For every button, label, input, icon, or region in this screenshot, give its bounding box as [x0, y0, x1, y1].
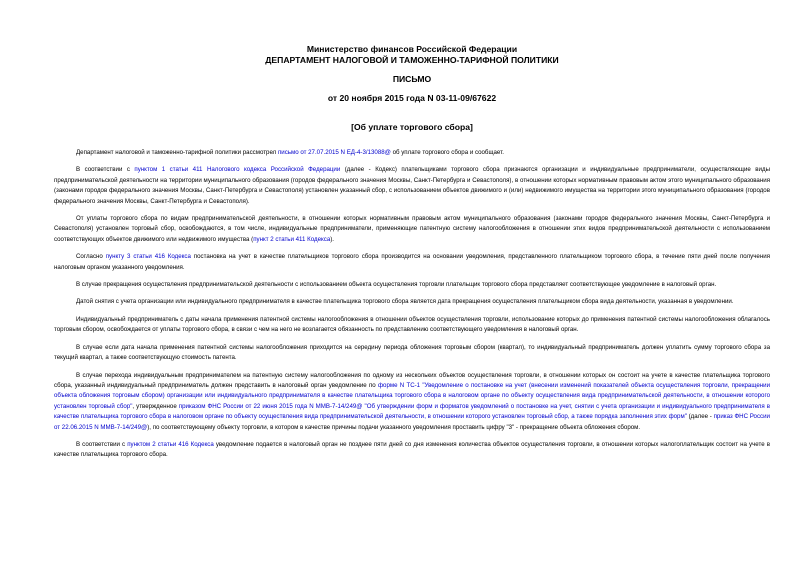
department-name: ДЕПАРТАМЕНТ НАЛОГОВОЙ И ТАМОЖЕННО-ТАРИФНОЙ ПОЛИТИКИ — [265, 54, 559, 65]
p9-text-d: ), по соответствующему объекту торговли, в котором в качестве причины подачи указанного уведомления проставить цифру "3" - прекращение объекта обложения сбором. — [147, 423, 641, 431]
paragraph-8: В случае если дата начала применения патентной системы налогообложения приходится на середину периода обложения торговым сбором (квартал), то индивидуальный предприниматель должен уплатить сумму торгового сбора за текущий квартал, а также соответствующую стоимость патента. — [54, 343, 770, 362]
p1-text-b: об уплате торгового сбора и сообщает. — [390, 149, 504, 156]
document-page — [54, 44, 770, 461]
p3-text-b: ). — [330, 235, 334, 243]
p10-text-b: уведомление подается в налоговый орган не позднее пяти дней со дня изменения количества объектов осуществления торговли, в отношении которых налогоплательщик состоит на учете в качестве плательщика торгового сбора. — [54, 440, 770, 459]
link-tax-code-art-411-p1[interactable]: пунктом 1 статьи 411 Налогового кодекса Российской Федерации — [134, 166, 341, 174]
paragraph-1 — [54, 148, 770, 158]
link-fns-order-short[interactable]: приказ ФНС России от 22.06.2015 N ММВ-7-14/249@ — [54, 413, 770, 431]
paragraph-4 — [54, 252, 770, 273]
link-art-411-p2[interactable]: пункт 2 статьи 411 Кодекса — [253, 235, 331, 243]
paragraph-3 — [54, 214, 770, 245]
link-fns-order-22-06-2015[interactable]: приказом ФНС России от 22 июня 2015 года N ММВ-7-14/249@ "Об утверждении форм и форматов уведомлений о постановке на учет, снятии с учета организации и индивидуального предпринимателя в качестве плательщика торгового сбора в налоговом органе по объекту осуществления вида предпринимательской деятельности, в отношении которого установлен торговый сбор, а также порядка заполнения этих форм" — [54, 402, 771, 421]
p1-text-a: Департамент налоговой и таможенно-тарифной политики рассмотрел — [76, 149, 278, 156]
document-date-number: от 20 ноября 2015 года N 03-11-09/67622 — [327, 93, 497, 103]
p3-text-a: От уплаты торгового сбора по видам предпринимательской деятельности, в отношении которых нормативным правовым актом муниципального образования (законами городов федерального значения Москвы, Санкт-Петербурга и Севастополя) установлен торговый сбор, освобождаются, в том числе, индивидуальные предприниматели, применяющие патентную систему налогообложения в отношении этих видов предпринимательской деятельности с использованием соответствующих объектов движимого или недвижимого имущества ( — [54, 215, 770, 243]
document-subject: [Об уплате торгового сбора] — [351, 122, 473, 132]
link-art-416-p2[interactable]: пунктом 2 статьи 416 Кодекса — [127, 440, 214, 448]
link-art-416-p3[interactable]: пункту 3 статьи 416 Кодекса — [105, 253, 191, 261]
p4-text-a: Согласно — [76, 253, 106, 261]
link-form-ts-1[interactable]: форме N ТС-1 "Уведомление о постановке на учет (внесении изменений показателей объекта осуществления торговли, прекращении объекта обложения торговым сбором) организации или индивидуального предпринимателя в качестве плательщика торгового сбора в налоговом органе по объекту осуществления вида предпринимательской деятельности, в отношении которого установлен торговый сбор" — [54, 381, 770, 410]
p9-text-c: (далее - — [686, 413, 714, 421]
p9-text-a: В случае перехода индивидуальным предпринимателем на патентную систему налогообложения по одному из нескольких объектов осуществления торговли, в отношении которых он состоит на учете в качестве плательщика торгового сбора, указанный индивидуальный предприниматель должен представить в налоговый орган уведомление по — [54, 371, 770, 389]
p2-text-a: В соответствии с — [76, 166, 135, 174]
p9-text-b: , утвержденное — [132, 402, 179, 410]
paragraph-2 — [54, 165, 770, 207]
paragraph-7: Индивидуальный предприниматель с даты начала применения патентной системы налогообложения в отношении объектов осуществления торговли, использование которых до применения патентной системы налогообложения облагалось торговым сбором, освобождается от уплаты торгового сбора, в связи с чем на него не возлагается обязанность по представлению соответствующего уведомления в налоговый орган. — [54, 315, 770, 334]
paragraph-9 — [54, 371, 770, 433]
p2-text-b: (далее - Кодекс) плательщиками торгового сбора признаются организации и индивидуальные предприниматели, осуществляющие виды предпринимательской деятельности на территории муниципального образования (городов федерального значения Москвы, Санкт-Петербурга и Севастополя), в отношении которых нормативным правовым актом этого муниципального образования (законами городов федерального значения Москвы, Санкт-Петербурга и Севастополя) установлен указанный сбор, с использованием объектов движимого и (или) недвижимого имущества на территории этого муниципального образования (городов федерального значения Москвы, Санкт-Петербурга и Севастополя). — [54, 166, 770, 205]
p4-text-b: постановка на учет в качестве плательщиков торгового сбора производится на основании уведомления, представленного плательщиком торгового сбора, в течение пяти дней после получения налоговым органом указанного уведомления. — [54, 253, 770, 271]
paragraph-10 — [54, 440, 770, 461]
paragraph-5: В случае прекращения осуществления предпринимательской деятельности с использованием объекта осуществления торговли плательщик торгового сбора представляет соответствующее уведомление в налоговый орган. — [76, 281, 717, 289]
p10-text-a: В соответствии с — [76, 440, 128, 448]
document-type: ПИСЬМО — [392, 74, 432, 84]
link-letter-ed-4-3[interactable]: письмо от 27.07.2015 N ЕД-4-3/13088@ — [277, 149, 391, 156]
ministry-name: Министерство финансов Российской Федерации — [306, 44, 518, 54]
paragraph-6: Датой снятия с учета организации или индивидуального предпринимателя в качестве плательщика торгового сбора является дата прекращения осуществления плательщиком сбора вида деятельности, указанная в уведомлении. — [76, 298, 734, 306]
